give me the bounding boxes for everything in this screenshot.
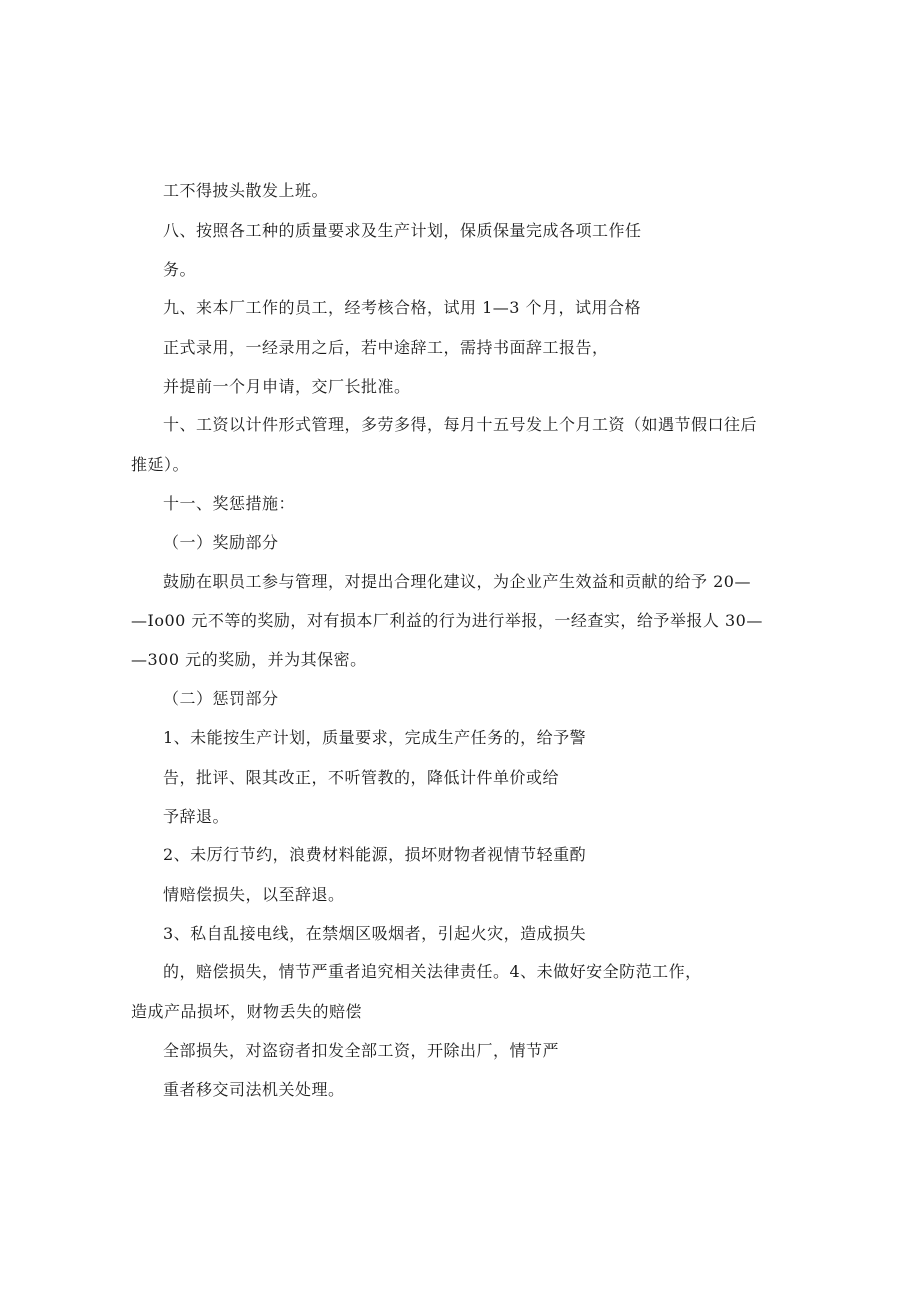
text-line: 告，批评、限其改正，不听管教的，降低计件单价或给: [163, 768, 560, 787]
section-heading: 十一、奖惩措施：: [163, 494, 296, 513]
text-line: 八、按照各工种的质量要求及生产计划，保质保量完成各项工作任: [163, 221, 642, 240]
text-line: 3、私自乱接电线，在禁烟区吸烟者，引起火灾，造成损失: [163, 924, 587, 943]
text-line: 正式录用，一经录用之后，若中途辞工，需持书面辞工报告，: [163, 338, 609, 357]
text-line: 并提前一个月申请，交厂长批准。: [163, 377, 411, 396]
text-line: —300 元的奖励，并为其保密。: [131, 650, 367, 669]
text-line: 九、来本厂工作的员工，经考核合格，试用 1—3 个月，试用合格: [163, 298, 642, 317]
text-line: 推延）。: [131, 455, 190, 474]
text-line: 予辞退。: [163, 807, 230, 826]
text-line: 1、未能按生产计划，质量要求，完成生产任务的，给予警: [163, 728, 587, 747]
subsection-heading: （一）奖励部分: [163, 533, 279, 552]
text-line: 十、工资以计件形式管理，多劳多得，每月十五号发上个月工资（如遇节假口往后: [163, 415, 758, 434]
text-line: 工不得披头散发上班。: [163, 181, 329, 200]
text-line: 务。: [163, 260, 197, 279]
subsection-heading: （二）惩罚部分: [163, 689, 279, 708]
text-line: 2、未厉行节约，浪费材料能源，损坏财物者视情节轻重酌: [163, 845, 587, 864]
text-line: 的，赔偿损失，情节严重者追究相关法律责任。4、未做好安全防范工作，: [163, 962, 702, 981]
text-line: —Io00 元不等的奖励，对有损本厂利益的行为进行举报，一经查实，给予举报人 30—: [131, 611, 763, 630]
text-line: 情赔偿损失，以至辞退。: [163, 885, 345, 904]
text-line: 重者移交司法机关处理。: [163, 1080, 345, 1099]
text-line: 鼓励在职员工参与管理，对提出合理化建议，为企业产生效益和贡献的给予 20—: [163, 572, 751, 591]
text-line: 造成产品损坏，财物丢失的赔偿: [131, 1002, 363, 1021]
text-line: 全部损失，对盗窃者扣发全部工资，开除出厂，情节严: [163, 1041, 560, 1060]
